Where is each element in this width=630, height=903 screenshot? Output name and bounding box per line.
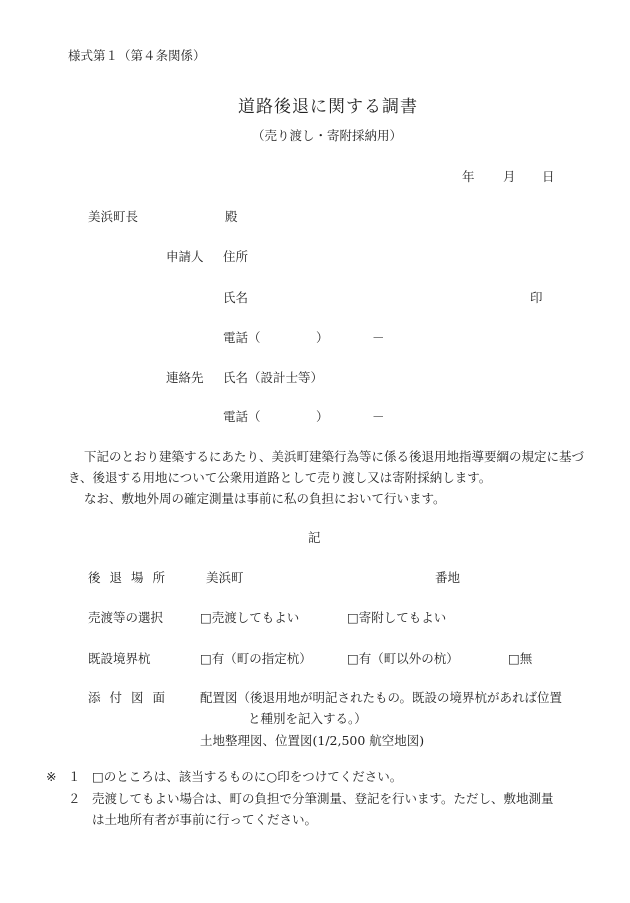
attachment-label: 添付図面 bbox=[88, 690, 175, 705]
attachment-line-3: 土地整理図、位置図(1/2,500 航空地図) bbox=[200, 733, 425, 748]
contact-phone-label: 電話（ bbox=[223, 409, 261, 424]
note-2-line-1: 売渡してもよい場合は、町の負担で分筆測量、登記を行います。ただし、敷地測量 bbox=[92, 791, 554, 806]
note-2-line-2: は土地所有者が事前に行ってください。 bbox=[92, 812, 318, 827]
contact-label: 連絡先 bbox=[166, 370, 204, 385]
applicant-label: 申請人 bbox=[166, 249, 204, 264]
note-mark: ※ bbox=[46, 769, 57, 784]
document-title: 道路後退に関する調書 bbox=[238, 97, 418, 117]
note-1-text: □のところは、該当するものに○印をつけてください。 bbox=[92, 769, 403, 784]
contact-phone-dash: － bbox=[372, 409, 385, 424]
applicant-phone-label: 電話（ bbox=[223, 330, 261, 345]
addressee-name: 美浜町長 bbox=[88, 209, 139, 224]
document-subtitle: （売り渡し・寄附採納用） bbox=[252, 128, 403, 143]
body-paragraph-2: なお、敷地外周の確定測量は事前に私の負担において行います。 bbox=[84, 491, 446, 506]
applicant-phone-dash: － bbox=[372, 330, 385, 345]
selection-option-donate[interactable]: □寄附してもよい bbox=[347, 610, 447, 625]
addressee-honorific: 殿 bbox=[225, 209, 238, 224]
boundary-option-town-stake[interactable]: □有（町の指定杭） bbox=[200, 651, 312, 666]
body-paragraph-1: 下記のとおり建築するにあたり、美浜町建築行為等に係る後退用地指導要綱の規定に基づき、後退する用地について公衆用道路として売り渡し又は寄附採納します。 bbox=[68, 449, 585, 485]
date-day: 日 bbox=[542, 169, 555, 184]
location-banchi: 番地 bbox=[435, 570, 461, 585]
boundary-option-other-stake[interactable]: □有（町以外の杭） bbox=[347, 651, 459, 666]
date-year: 年 bbox=[462, 169, 475, 184]
boundary-option-none[interactable]: □無 bbox=[508, 651, 533, 666]
location-town: 美浜町 bbox=[206, 570, 244, 585]
applicant-phone-close: ） bbox=[316, 330, 329, 345]
note-1-number: １ bbox=[68, 769, 81, 784]
boundary-label: 既設境界杭 bbox=[88, 651, 151, 666]
location-label: 後退場所 bbox=[88, 570, 175, 585]
applicant-name-label: 氏名 bbox=[223, 290, 249, 305]
seal-label: 印 bbox=[530, 290, 543, 305]
attachment-line-2: と種別を記入する。） bbox=[248, 711, 367, 726]
date-month: 月 bbox=[503, 169, 516, 184]
applicant-address-label: 住所 bbox=[223, 249, 249, 264]
selection-label: 売渡等の選択 bbox=[88, 610, 164, 625]
contact-name-label: 氏名（設計士等） bbox=[223, 370, 324, 385]
attachment-line-1: 配置図（後退用地が明記されたもの。既設の境界杭があれば位置 bbox=[200, 690, 563, 705]
selection-option-sell[interactable]: □売渡してもよい bbox=[200, 610, 300, 625]
ki-heading: 記 bbox=[308, 530, 321, 545]
contact-phone-close: ） bbox=[316, 409, 329, 424]
form-number: 様式第１（第４条関係） bbox=[68, 48, 206, 63]
note-2-number: ２ bbox=[68, 791, 81, 806]
